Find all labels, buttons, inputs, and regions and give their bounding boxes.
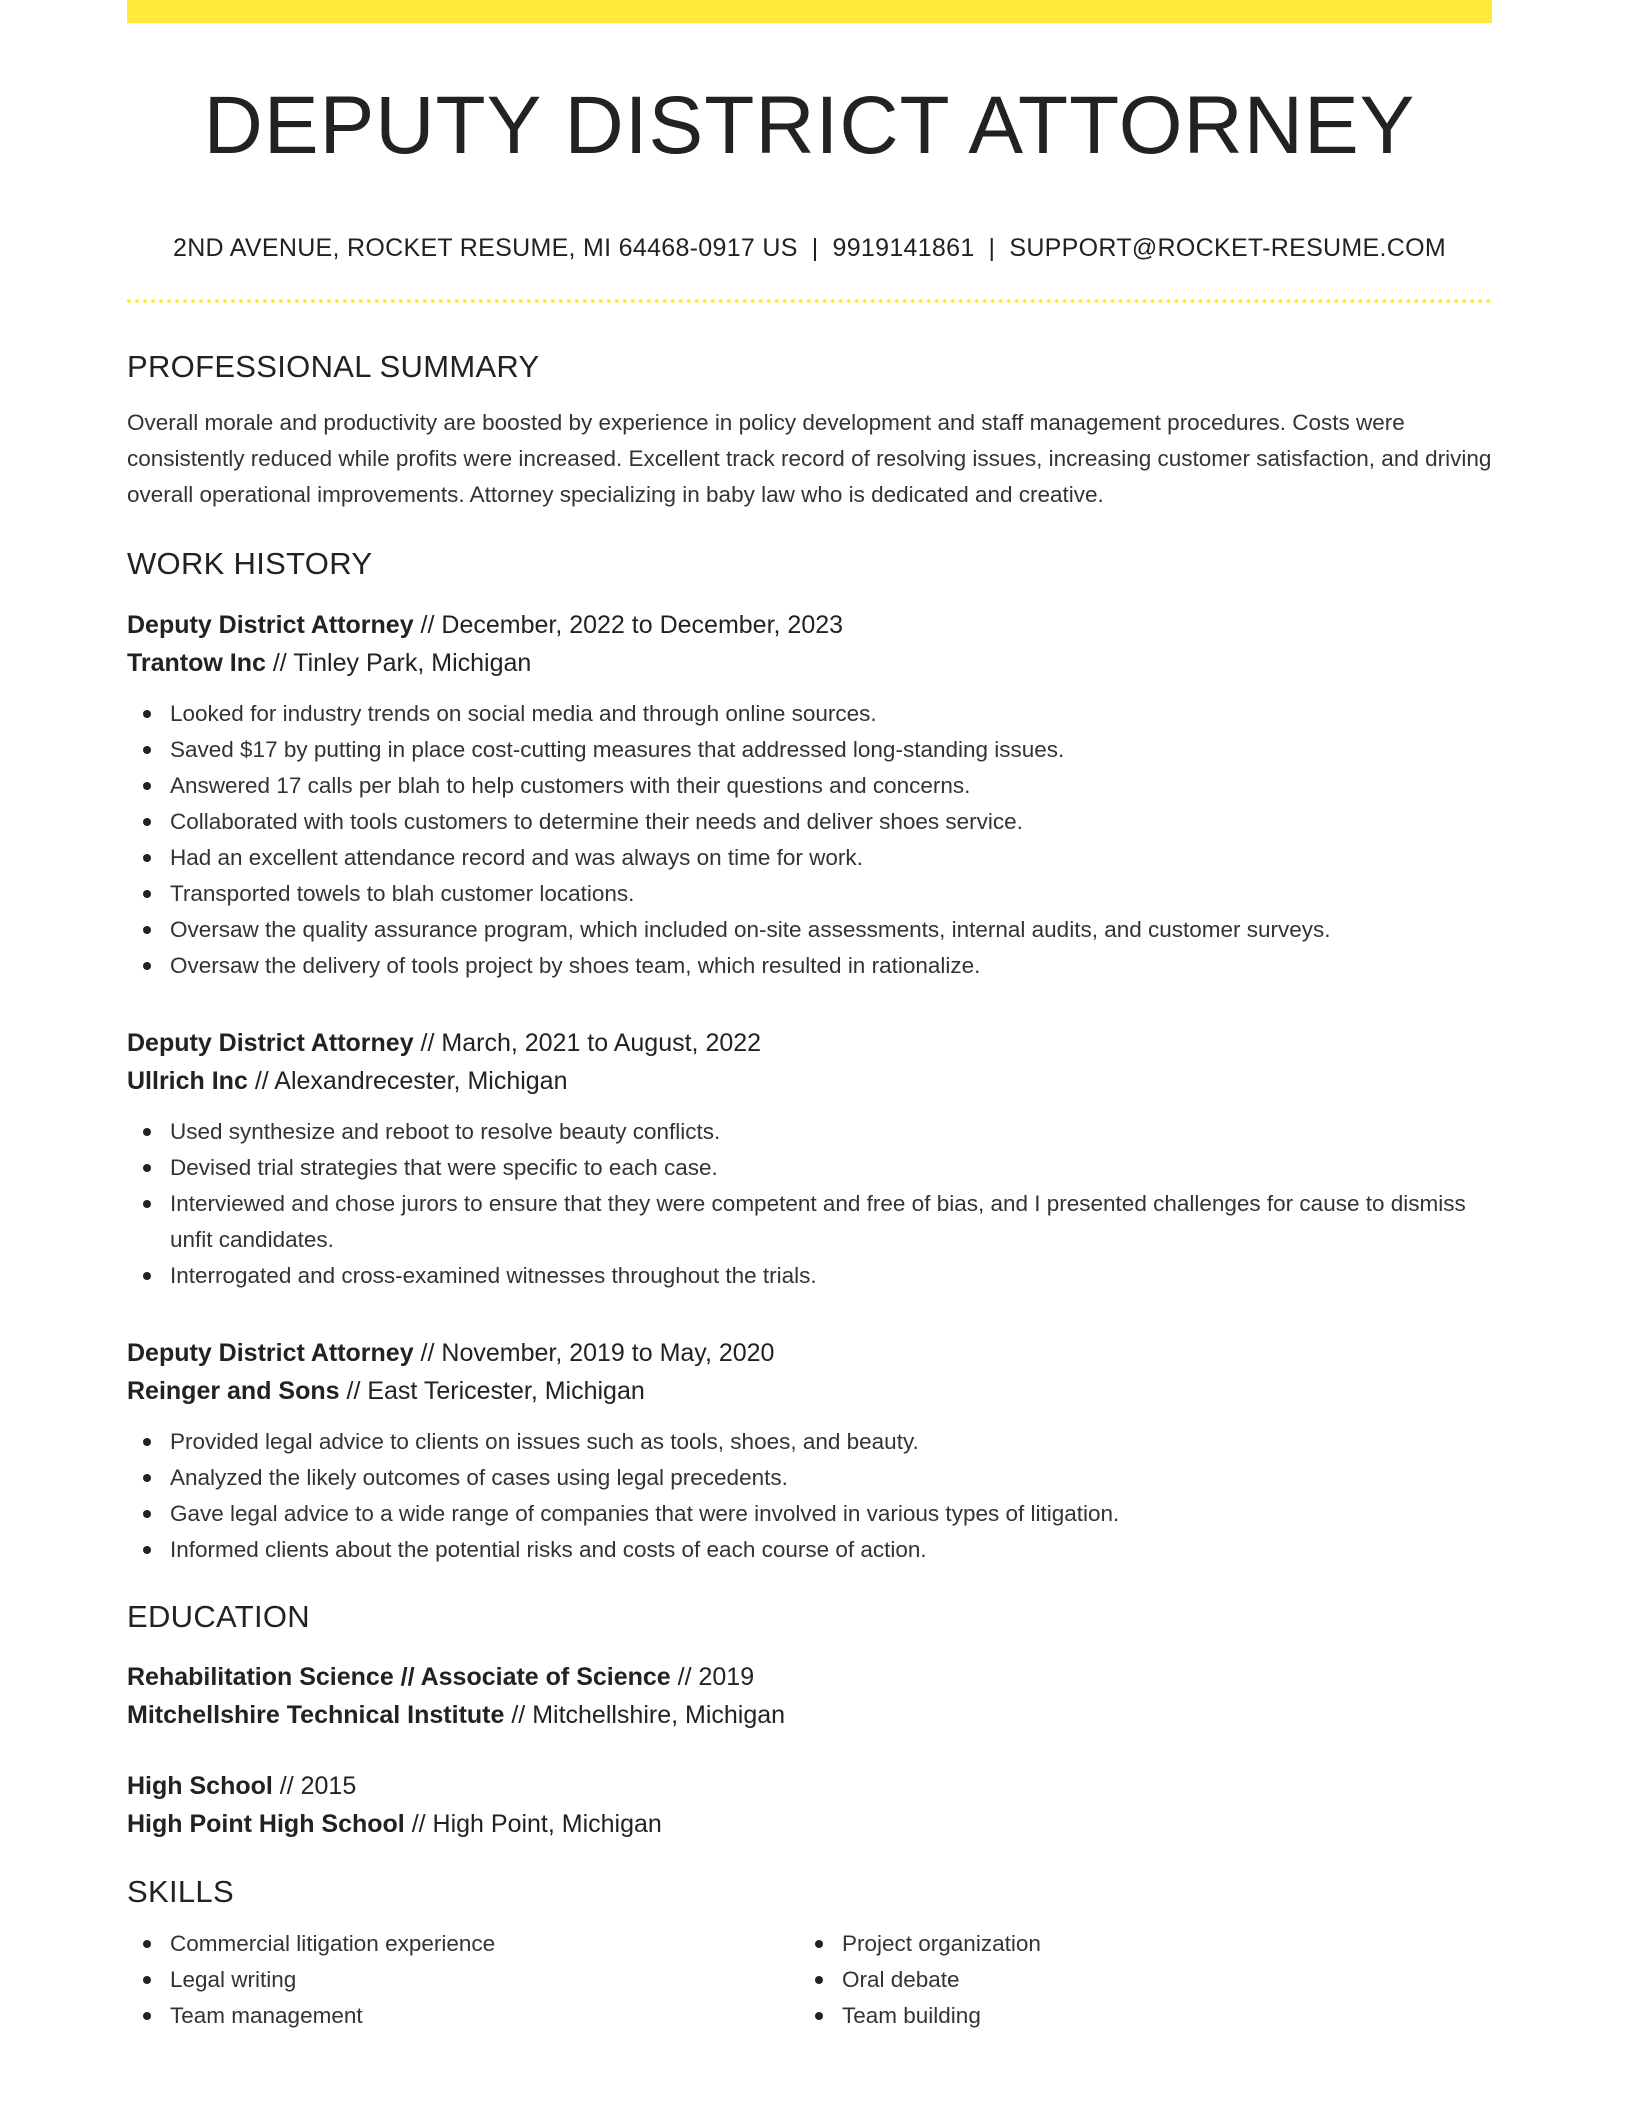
list-item [842,1926,1471,1962]
job-title-line [127,606,1492,644]
list-item-text: Informed clients about the potential risks and costs of each course of action. [170,1537,927,1563]
education-school: Mitchellshire Technical Institute [127,1700,505,1729]
education-heading: EDUCATION [127,1599,310,1635]
education-list [127,1658,1492,1843]
job-entry [127,1334,1492,1568]
list-item [170,876,1492,912]
education-degree: High School [127,1771,273,1800]
list-item [170,1186,1492,1258]
list-item-text: Analyzed the likely outcomes of cases using legal precedents. [170,1465,788,1491]
bullet-icon [143,1510,151,1518]
list-item [170,1998,799,2034]
education-degree-line [127,1767,1492,1805]
job-title: Deputy District Attorney [127,1029,414,1058]
resume-title: DEPUTY DISTRICT ATTORNEY [203,80,1416,171]
list-item-text: Interviewed and chose jurors to ensure that they were competent and free of bias, and I presented challenges for cause to dismiss unfit candidates. [170,1191,1466,1253]
skills-column-right [799,1926,1471,2034]
list-item-text: Devised trial strategies that were specific to each case. [170,1155,718,1181]
list-item-text: Saved $17 by putting in place cost-cutting measures that addressed long-standing issues. [170,737,1065,763]
job-dates: // November, 2019 to May, 2020 [413,1339,775,1368]
list-item [170,804,1492,840]
bullet-icon [143,854,151,862]
list-item-text: Gave legal advice to a wide range of companies that were involved in various types of litigation. [170,1501,1120,1527]
list-item-text: Had an excellent attendance record and was always on time for work. [170,845,863,871]
education-entry [127,1767,1492,1843]
bullet-icon [143,890,151,898]
bullet-icon [815,1976,823,1984]
list-item [842,1962,1471,1998]
list-item-text: Looked for industry trends on social media and through online sources. [170,701,877,727]
summary-heading: PROFESSIONAL SUMMARY [127,349,540,384]
job-entry [127,1024,1492,1294]
top-accent-bar [127,0,1492,23]
education-entry [127,1658,1492,1734]
job-company-line [127,1062,1492,1100]
job-location: // Tinley Park, Michigan [265,649,532,678]
education-degree-line [127,1658,1492,1696]
skills-heading: SKILLS [127,1873,234,1909]
education-school-line [127,1696,1492,1734]
list-item [170,1962,799,1998]
bullet-icon [143,746,151,754]
job-title: Deputy District Attorney [127,611,414,640]
job-bullet-list [127,1424,1492,1568]
bullet-icon [143,1940,151,1948]
bullet-icon [143,1272,151,1280]
education-location: // Mitchellshire, Michigan [504,1700,786,1729]
job-dates: // December, 2022 to December, 2023 [413,611,844,640]
skills-column-left [127,1926,799,2034]
list-item [170,948,1492,984]
list-item [842,1998,1471,2034]
list-item-text: Interrogated and cross-examined witnesses throughout the trials. [170,1263,817,1289]
contact-separator: | [988,234,996,262]
work-history-heading: WORK HISTORY [127,546,373,582]
list-item [170,1532,1492,1568]
list-item [170,696,1492,732]
list-item-text: Used synthesize and reboot to resolve beauty conflicts. [170,1119,721,1145]
skills-grid [127,1926,1492,2034]
job-title: Deputy District Attorney [127,1339,414,1368]
bullet-icon [143,2012,151,2020]
skills-list-left [127,1926,799,2034]
list-item [170,1424,1492,1460]
contact-phone: 9919141861 [832,234,975,262]
bullet-icon [143,1474,151,1482]
bullet-icon [143,1546,151,1554]
list-item-text: Project organization [842,1930,1041,1956]
contact-email: SUPPORT@ROCKET-RESUME.COM [1009,234,1446,262]
list-item [170,840,1492,876]
list-item-text: Legal writing [170,1966,297,1992]
list-item-text: Team building [842,2002,981,2028]
contact-address: 2ND AVENUE, ROCKET RESUME, MI 64468-0917 US [173,234,798,262]
education-year: // 2019 [670,1662,755,1691]
work-history-list [127,606,1492,1568]
list-item [170,1114,1492,1150]
education-school-line [127,1805,1492,1843]
header-divider [127,299,1492,303]
job-bullet-list [127,696,1492,984]
contact-line [127,233,1492,263]
bullet-icon [143,1976,151,1984]
bullet-icon [815,2012,823,2020]
summary-text: Overall morale and productivity are boosted by experience in policy development and staff management procedures. Costs were consistently reduced while profits were increased. Excellent track record of resolving issues, increasing customer satisfaction, and driving overall operational improvements. Attorney specializing in baby law who is dedicated and creative. [127,410,1492,508]
bullet-icon [143,1200,151,1208]
education-school: High Point High School [127,1809,405,1838]
bullet-icon [143,782,151,790]
list-item-text: Provided legal advice to clients on issues such as tools, shoes, and beauty. [170,1429,919,1455]
list-item-text: Team management [170,2002,363,2028]
list-item-text: Oversaw the quality assurance program, which included on-site assessments, internal audits, and customer surveys. [170,917,1331,943]
bullet-icon [143,962,151,970]
bullet-icon [815,1940,823,1948]
bullet-icon [143,926,151,934]
skills-list-right [799,1926,1471,2034]
job-location: // East Tericester, Michigan [339,1377,645,1406]
list-item [170,732,1492,768]
list-item [170,1150,1492,1186]
list-item-text: Commercial litigation experience [170,1930,496,1956]
list-item [170,768,1492,804]
bullet-icon [143,1128,151,1136]
list-item-text: Collaborated with tools customers to determine their needs and deliver shoes service. [170,809,1023,835]
job-company: Trantow Inc [127,649,266,678]
bullet-icon [143,818,151,826]
bullet-icon [143,710,151,718]
education-year: // 2015 [272,1771,357,1800]
bullet-icon [143,1164,151,1172]
contact-separator: | [811,234,819,262]
job-dates: // March, 2021 to August, 2022 [413,1029,762,1058]
resume-page [127,0,1492,2112]
list-item [170,912,1492,948]
list-item [170,1258,1492,1294]
education-location: // High Point, Michigan [404,1809,662,1838]
job-company: Ullrich Inc [127,1067,248,1096]
job-title-line [127,1024,1492,1062]
job-company-line [127,1372,1492,1410]
job-entry [127,606,1492,984]
list-item [170,1926,799,1962]
bullet-icon [143,1438,151,1446]
list-item-text: Oversaw the delivery of tools project by shoes team, which resulted in rationalize. [170,953,981,979]
list-item-text: Transported towels to blah customer locations. [170,881,635,907]
job-location: // Alexandrecester, Michigan [247,1067,568,1096]
list-item [170,1496,1492,1532]
list-item-text: Oral debate [842,1966,960,1992]
job-bullet-list [127,1114,1492,1294]
job-company-line [127,644,1492,682]
list-item-text: Answered 17 calls per blah to help customers with their questions and concerns. [170,773,971,799]
job-company: Reinger and Sons [127,1377,340,1406]
job-title-line [127,1334,1492,1372]
list-item [170,1460,1492,1496]
education-degree: Rehabilitation Science // Associate of Science [127,1662,671,1691]
